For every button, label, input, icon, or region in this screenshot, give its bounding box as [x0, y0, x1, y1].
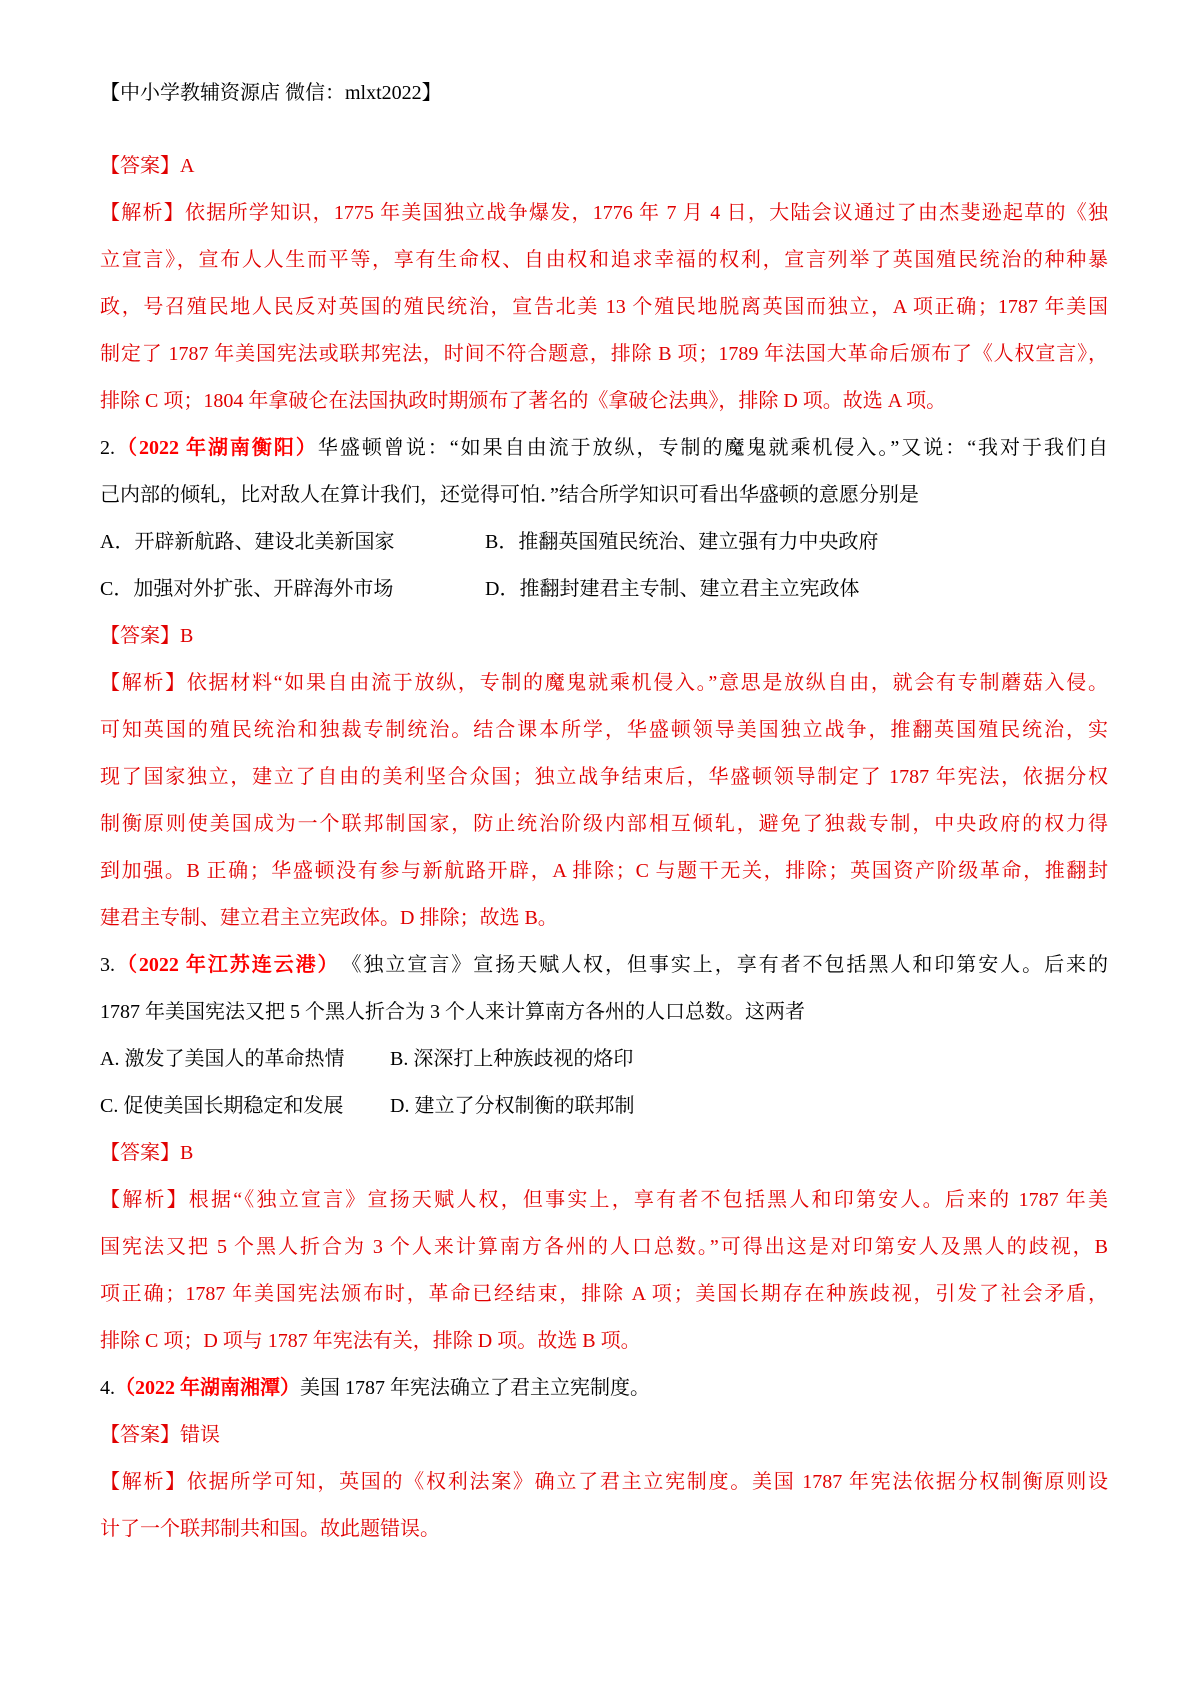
text-segment: 《独立宣言》宣扬天赋人权，但事实上，享有者不包括黑人和印第安人。后来的: [329, 954, 1108, 976]
q4-analysis-1: [100, 1459, 1108, 1506]
q1-analysis-1: [100, 190, 1108, 237]
text-segment: 排除 C 项；1804 年拿破仑在法国执政时期颁布了著名的《拿破仑法典》，排除 D 项。故选 A 项。: [100, 390, 947, 412]
q1-analysis-3: [100, 284, 1108, 331]
q2-stem-2: [100, 472, 1108, 519]
q4-answer: [100, 1412, 1108, 1459]
text-segment: 【解析】依据材料“如果自由流于放纵，专制的魔鬼就乘机侵入。”意思是放纵自由，就会有专制蘑菇入侵。: [100, 672, 1108, 694]
text-segment: C. 促使美国长期稳定和发展: [100, 1095, 344, 1117]
q4-analysis-2: [100, 1506, 1108, 1553]
q1-analysis-2: [100, 237, 1108, 284]
text-segment: 2.: [100, 437, 115, 459]
q3-answer: [100, 1130, 1108, 1177]
text-segment: （2022 年湖南湘潭）: [115, 1377, 300, 1399]
q2-analysis-4: [100, 801, 1108, 848]
text-segment: 计了一个联邦制共和国。故此题错误。: [100, 1518, 440, 1540]
text-segment: A. 激发了美国人的革命热情: [100, 1048, 345, 1070]
text-segment: D．推翻封建君主专制、建立君主立宪政体: [485, 578, 860, 600]
text-segment: B. 深深打上种族歧视的烙印: [390, 1048, 634, 1070]
text-segment: D. 建立了分权制衡的联邦制: [390, 1095, 635, 1117]
q3-option-ab: [100, 1036, 1108, 1083]
text-segment: 建君主专制、建立君主立宪政体。D 排除；故选 B。: [100, 907, 558, 929]
text-segment: 己内部的倾轧，比对敌人在算计我们，还觉得可怕．”结合所学知识可看出华盛顿的意愿分别是: [100, 484, 919, 506]
text-segment: B．推翻英国殖民统治、建立强有力中央政府: [485, 531, 879, 553]
text-segment: 【答案】A: [100, 155, 195, 177]
text-segment: （2022 年江苏连云港）: [115, 954, 330, 976]
text-segment: 【解析】根据“《独立宣言》宣扬天赋人权，但事实上，享有者不包括黑人和印第安人。后来的 1787 年美: [100, 1189, 1108, 1211]
text-segment: 政，号召殖民地人民反对英国的殖民统治，宣告北美 13 个殖民地脱离英国而独立，A 项正确；1787 年美国: [100, 296, 1108, 318]
text-segment: （2022 年湖南衡阳）: [115, 437, 318, 459]
q3-analysis-2: [100, 1224, 1108, 1271]
text-segment: 3.: [100, 954, 115, 976]
q4-stem: [100, 1365, 1108, 1412]
text-segment: 4.: [100, 1377, 115, 1399]
text-segment: 【解析】依据所学知识，1775 年美国独立战争爆发，1776 年 7 月 4 日，大陆会议通过了由杰斐逊起草的《独: [100, 202, 1108, 224]
q1-analysis-5: [100, 378, 1108, 425]
text-segment: 国宪法又把 5 个黑人折合为 3 个人来计算南方各州的人口总数。”可得出这是对印第安人及黑人的歧视，B: [100, 1236, 1108, 1258]
q2-analysis-6: [100, 895, 1108, 942]
q2-option-cd: [100, 566, 1108, 613]
text-segment: C．加强对外扩张、开辟海外市场: [100, 578, 394, 600]
q1-answer: [100, 143, 1108, 190]
text-segment: 【答案】错误: [100, 1424, 220, 1446]
q3-analysis-3: [100, 1271, 1108, 1318]
text-segment: 可知英国的殖民统治和独裁专制统治。结合课本所学，华盛顿领导美国独立战争，推翻英国殖民统治，实: [100, 719, 1108, 741]
q2-analysis-1: [100, 660, 1108, 707]
text-segment: 1787 年美国宪法又把 5 个黑人折合为 3 个人来计算南方各州的人口总数。这两者: [100, 1001, 805, 1023]
text-segment: 现了国家独立，建立了自由的美利坚合众国；独立战争结束后，华盛顿领导制定了 1787 年宪法，依据分权: [100, 766, 1108, 788]
q2-stem-1: [100, 425, 1108, 472]
store-watermark-header: 【中小学教辅资源店 微信：mlxt2022】: [100, 82, 442, 104]
q3-analysis-4: [100, 1318, 1108, 1365]
document-lines: [100, 143, 1108, 1553]
q3-stem-2: [100, 989, 1108, 1036]
text-segment: 项正确；1787 年美国宪法颁布时，革命已经结束，排除 A 项；美国长期存在种族歧视，引发了社会矛盾，: [100, 1283, 1108, 1305]
q3-stem-1: [100, 942, 1108, 989]
text-segment: 制定了 1787 年美国宪法或联邦宪法，时间不符合题意，排除 B 项；1789 年法国大革命后颁布了《人权宣言》，: [100, 343, 1108, 365]
text-segment: 制衡原则使美国成为一个联邦制国家，防止统治阶级内部相互倾轧，避免了独裁专制，中央政府的权力得: [100, 813, 1108, 835]
q1-analysis-4: [100, 331, 1108, 378]
text-segment: 华盛顿曾说：“如果自由流于放纵，专制的魔鬼就乘机侵入。”又说：“我对于我们自: [317, 437, 1108, 459]
text-segment: 到加强。B 正确；华盛顿没有参与新航路开辟，A 排除；C 与题干无关，排除；英国资产阶级革命，推翻封: [100, 860, 1108, 882]
q3-option-cd: [100, 1083, 1108, 1130]
text-segment: 美国 1787 年宪法确立了君主立宪制度。: [300, 1377, 650, 1399]
text-segment: 【答案】B: [100, 625, 194, 647]
q2-analysis-2: [100, 707, 1108, 754]
text-segment: A．开辟新航路、建设北美新国家: [100, 531, 395, 553]
text-segment: 【解析】依据所学可知，英国的《权利法案》确立了君主立宪制度。美国 1787 年宪法依据分权制衡原则设: [100, 1471, 1108, 1493]
text-segment: 排除 C 项；D 项与 1787 年宪法有关，排除 D 项。故选 B 项。: [100, 1330, 641, 1352]
q3-analysis-1: [100, 1177, 1108, 1224]
q2-analysis-5: [100, 848, 1108, 895]
text-segment: 【答案】B: [100, 1142, 194, 1164]
q2-analysis-3: [100, 754, 1108, 801]
q2-option-ab: [100, 519, 1108, 566]
text-segment: 立宣言》，宣布人人生而平等，享有生命权、自由权和追求幸福的权利，宣言列举了英国殖民统治的种种暴: [100, 249, 1108, 271]
q2-answer: [100, 613, 1108, 660]
